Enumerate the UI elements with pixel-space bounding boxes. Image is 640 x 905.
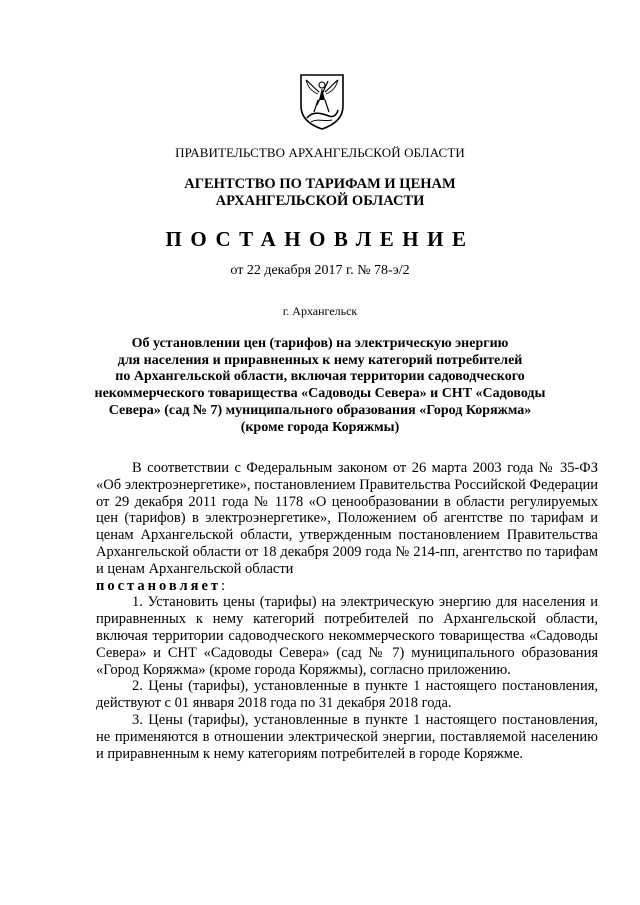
subject-line: (кроме города Коряжмы) xyxy=(240,419,400,435)
date-and-number: от 22 декабря 2017 г. № 78-э/2 xyxy=(230,263,410,278)
decree-colon: : xyxy=(221,577,226,594)
city: г. Архангельск xyxy=(282,304,358,318)
agency-name-line: АГЕНТСТВО ПО ТАРИФАМ И ЦЕНАМ xyxy=(184,176,456,192)
decree-word: постановляет xyxy=(96,577,222,594)
agency-name-line: АРХАНГЕЛЬСКОЙ ОБЛАСТИ xyxy=(215,193,425,209)
preamble-text: В соответствии с Федеральным законом от 26 марта 2003 года № 35-ФЗ «Об электроэнергетике», постановлением Правительства Российской Федерации от 29 декабря 2011 года № 1178 «О ценообразовании в области регулируемых цен (тарифов) в электроэнергетике», Положением об агентстве по тарифам и ценам Архангельской области, утвержденным постановлением Правительства Архангельской области от 18 декабря 2009 года № 214-пп, агентство по тарифам и ценам Архангельской области xyxy=(96,460,598,577)
coat-of-arms-icon xyxy=(297,72,347,130)
subject-line: по Архангельской области, включая территории садоводческого xyxy=(115,369,525,385)
subject-line: для населения и приравненных к нему категорий потребителей xyxy=(117,352,523,368)
preamble-paragraph xyxy=(96,460,598,594)
item-1: 1. Установить цены (тарифы) на электрическую энергию для населения и приравненных к нему категорий потребителей по Архангельской области, включая территории садоводческого некоммерческого товарищества «Садоводы Севера» и СНТ «Садоводы Севера» (сад № 7) муниципального образования «Город Коряжма» (кроме города Коряжмы), согласно приложению. xyxy=(96,594,598,678)
agency-name xyxy=(0,176,640,210)
government-name: ПРАВИТЕЛЬСТВО АРХАНГЕЛЬСКОЙ ОБЛАСТИ xyxy=(175,145,465,160)
document-type: ПОСТАНОВЛЕНИЕ xyxy=(165,227,475,251)
subject-line: некоммерческого товарищества «Садоводы Севера» и СНТ «Садоводы xyxy=(94,386,546,402)
item-3: 3. Цены (тарифы), установленные в пункте 1 настоящего постановления, не применяются в отношении электрической энергии, поставляемой населению и приравненным к нему категориям потребителей в городе Коряжме. xyxy=(96,711,598,762)
document-subject xyxy=(0,336,640,436)
subject-line: Севера» (сад № 7) муниципального образования «Город Коряжма» xyxy=(108,402,532,418)
document-body xyxy=(96,460,598,762)
subject-line: Об установлении цен (тарифов) на электрическую энергию xyxy=(131,336,509,351)
item-2: 2. Цены (тарифы), установленные в пункте 1 настоящего постановления, действуют с 01 января 2018 года по 31 декабря 2018 года. xyxy=(96,678,598,712)
